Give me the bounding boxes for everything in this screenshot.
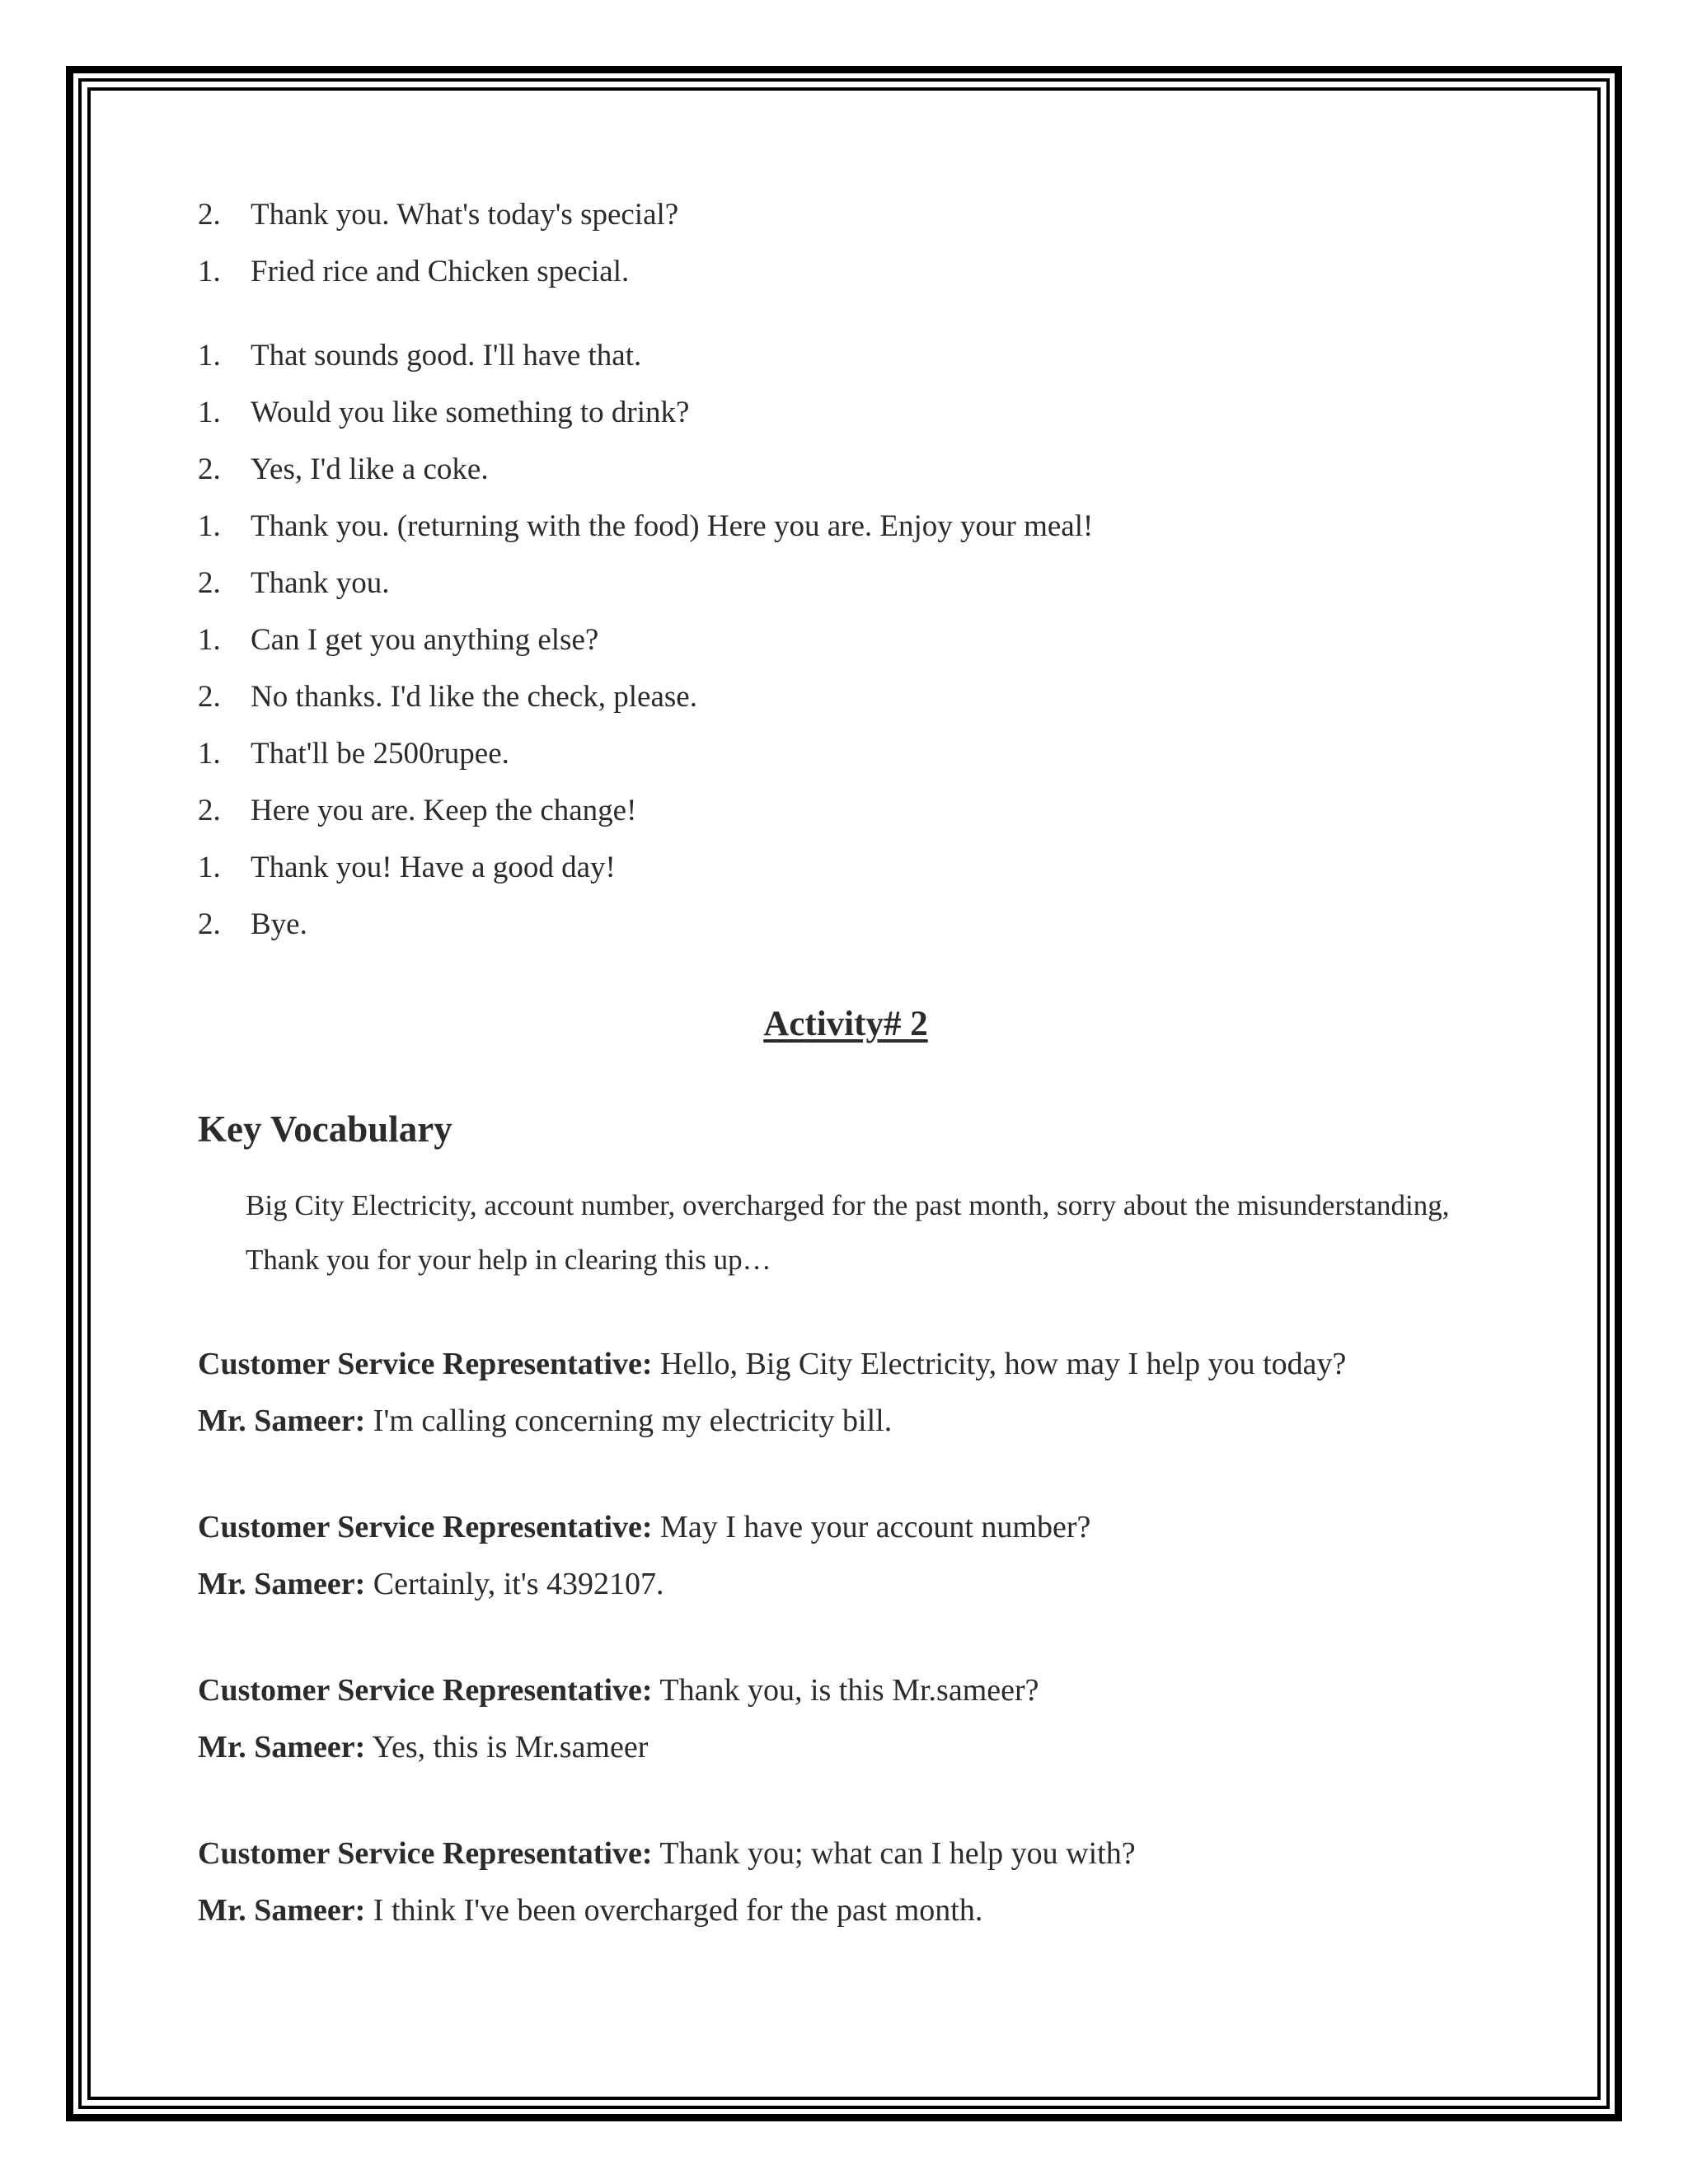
conversation-line: Customer Service Representative: Hello, Big City Electricity, how may I help you today? (198, 1347, 1347, 1381)
speaker-label: Customer Service Representative: (198, 1673, 653, 1708)
conversation-line: Customer Service Representative: Thank you; what can I help you with? (198, 1836, 1136, 1871)
dialogue-line: 1. That sounds good. I'll have that. (198, 339, 642, 373)
speaker-label: Customer Service Representative: (198, 1836, 653, 1871)
dialogue-line: 1. That'll be 2500rupee. (198, 737, 509, 771)
conversation-line: Customer Service Representative: Thank you, is this Mr.sameer? (198, 1673, 1039, 1708)
speaker-label: Customer Service Representative: (198, 1510, 653, 1544)
speaker-label: Mr. Sameer: (198, 1730, 366, 1765)
dialogue-line: 1. Thank you. (returning with the food) Here you are. Enjoy your meal! (198, 509, 1094, 543)
speaker-label: Customer Service Representative: (198, 1347, 653, 1381)
speaker-label: Mr. Sameer: (198, 1893, 366, 1928)
key-vocabulary-text: Big City Electricity, account number, overcharged for the past month, sorry about the misunderstanding, Thank you for your help in clearing this up… (246, 1189, 1450, 1276)
page-content (198, 0, 1484, 2184)
dialogue-line: 2. Here you are. Keep the change! (198, 794, 637, 827)
dialogue-line: 1. Would you like something to drink? (198, 396, 690, 429)
conversation-line: Mr. Sameer: Yes, this is Mr.sameer (198, 1730, 649, 1765)
conversation-line: Customer Service Representative: May I have your account number? (198, 1510, 1091, 1544)
conversation-line: Mr. Sameer: I think I've been overcharged for the past month. (198, 1893, 983, 1928)
speaker-label: Mr. Sameer: (198, 1567, 366, 1601)
activity-title: Activity# 2 (763, 1005, 928, 1043)
conversation-line: Mr. Sameer: I'm calling concerning my electricity bill. (198, 1404, 893, 1438)
key-vocabulary-heading: Key Vocabulary (198, 1108, 452, 1150)
dialogue-line: 2. Bye. (198, 907, 307, 941)
dialogue-line: 1. Thank you! Have a good day! (198, 851, 616, 884)
speaker-label: Mr. Sameer: (198, 1404, 366, 1438)
dialogue-line: 1. Fried rice and Chicken special. (198, 255, 630, 288)
dialogue-line: 2. Thank you. What's today's special? (198, 198, 679, 232)
dialogue-line: 2. Thank you. (198, 566, 390, 600)
dialogue-line: 2. Yes, I'd like a coke. (198, 452, 489, 486)
dialogue-line: 1. Can I get you anything else? (198, 623, 599, 657)
dialogue-line: 2. No thanks. I'd like the check, please. (198, 680, 697, 714)
conversation-line: Mr. Sameer: Certainly, it's 4392107. (198, 1567, 664, 1601)
